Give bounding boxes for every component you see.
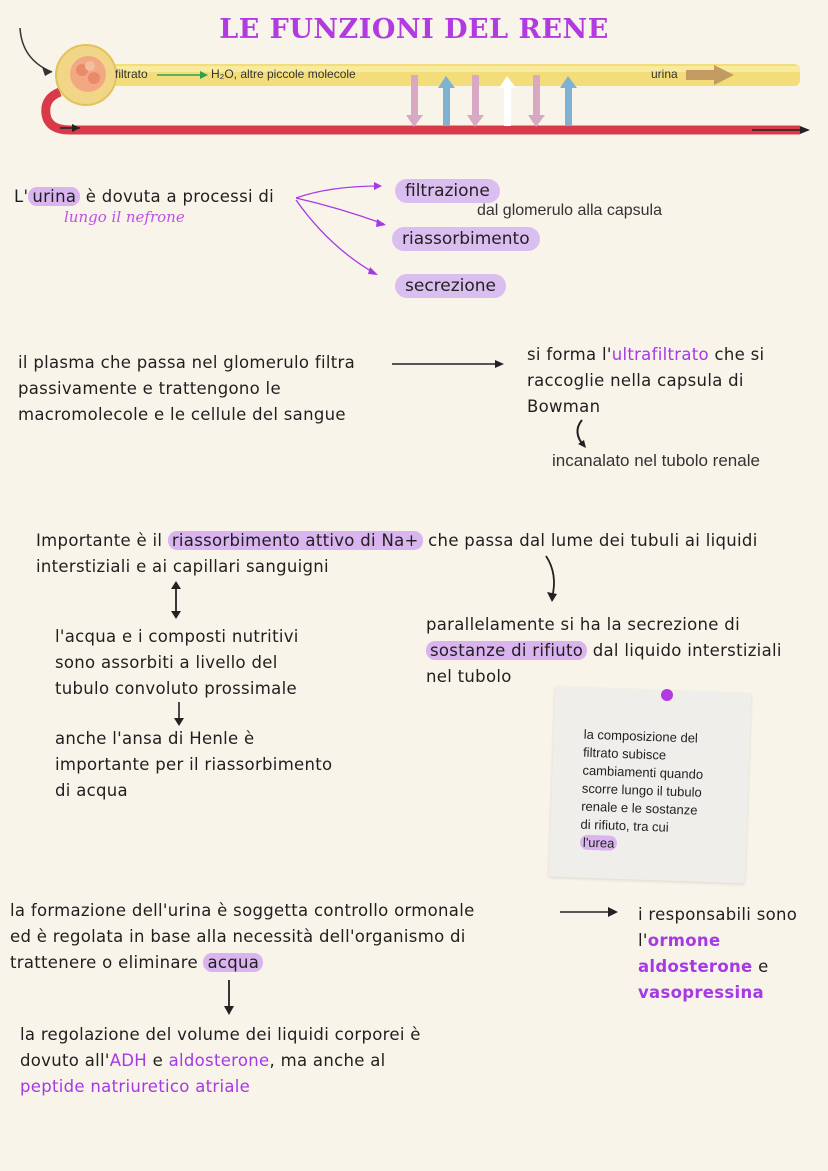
plasma-text: il plasma che passa nel glomerulo filtra passivamente e trattengono le macromolecole e le cellule del sangue — [18, 353, 355, 424]
page-title: LE FUNZIONI DEL RENE — [219, 14, 609, 45]
sticky-note: la composizione del filtrato subisce cambiamenti quando scorre lungo il tubulo renale e le sostanze di rifiuto, tra cui l'urea — [549, 687, 752, 884]
process-riassorbimento: riassorbimento — [392, 227, 540, 251]
filtrato-label: filtrato — [115, 67, 148, 81]
pin-icon — [661, 689, 673, 701]
responsabili-text: i responsabili sono l'ormone aldosterone e vasopressina — [638, 905, 798, 1002]
ormonale-text: la formazione dell'urina è soggetta controllo ormonale ed è regolata in base alla necessità dell'organismo di trattenere o eliminare acqua — [10, 901, 475, 972]
process-secrezione: secrezione — [395, 274, 506, 298]
nephron-note: lungo il nefrone — [64, 208, 185, 226]
curve-down-arrow — [540, 554, 564, 604]
arrow-down-small — [171, 700, 187, 728]
na-text: Importante è il riassorbimento attivo di Na+ che passa dal lume dei tubuli ai liquidi interstiziali e ai capillari sanguigni — [36, 531, 758, 576]
urine-lead: L' urina è dovuta a processi di — [14, 187, 275, 206]
filtrazione-note: dal glomerulo alla capsula — [477, 202, 662, 219]
regolazione-text: la regolazione del volume dei liquidi corporei è dovuto all'ADH e aldosterone, ma anche al peptide natriuretico atriale — [20, 1025, 421, 1096]
acqua-text: l'acqua e i composti nutritivi sono assorbiti a livello del tubulo convoluto prossimale — [55, 627, 299, 698]
tubolo-note: incanalato nel tubolo renale — [552, 451, 760, 470]
henle-text: anche l'ansa di Henle è importante per il riassorbimento di acqua — [55, 729, 333, 800]
nephron-diagram — [0, 20, 828, 150]
urina-label: urina — [651, 67, 678, 81]
double-arrow — [166, 580, 186, 620]
arrow-down-2 — [220, 978, 238, 1018]
curved-arrow — [570, 418, 600, 452]
branch-arrows — [290, 178, 400, 283]
ultrafiltrato-text: si forma l'ultrafiltrato che si raccoglie nella capsula di Bowman — [527, 345, 765, 416]
h2o-label: H₂O, altre piccole molecole — [211, 67, 356, 81]
secrezione-text: parallelamente si ha la secrezione di sostanze di rifiuto dal liquido interstiziali nel tubolo — [426, 615, 782, 686]
process-filtrazione: filtrazione — [395, 179, 500, 203]
arrow-right — [390, 356, 510, 372]
arrow-right-2 — [558, 904, 622, 920]
